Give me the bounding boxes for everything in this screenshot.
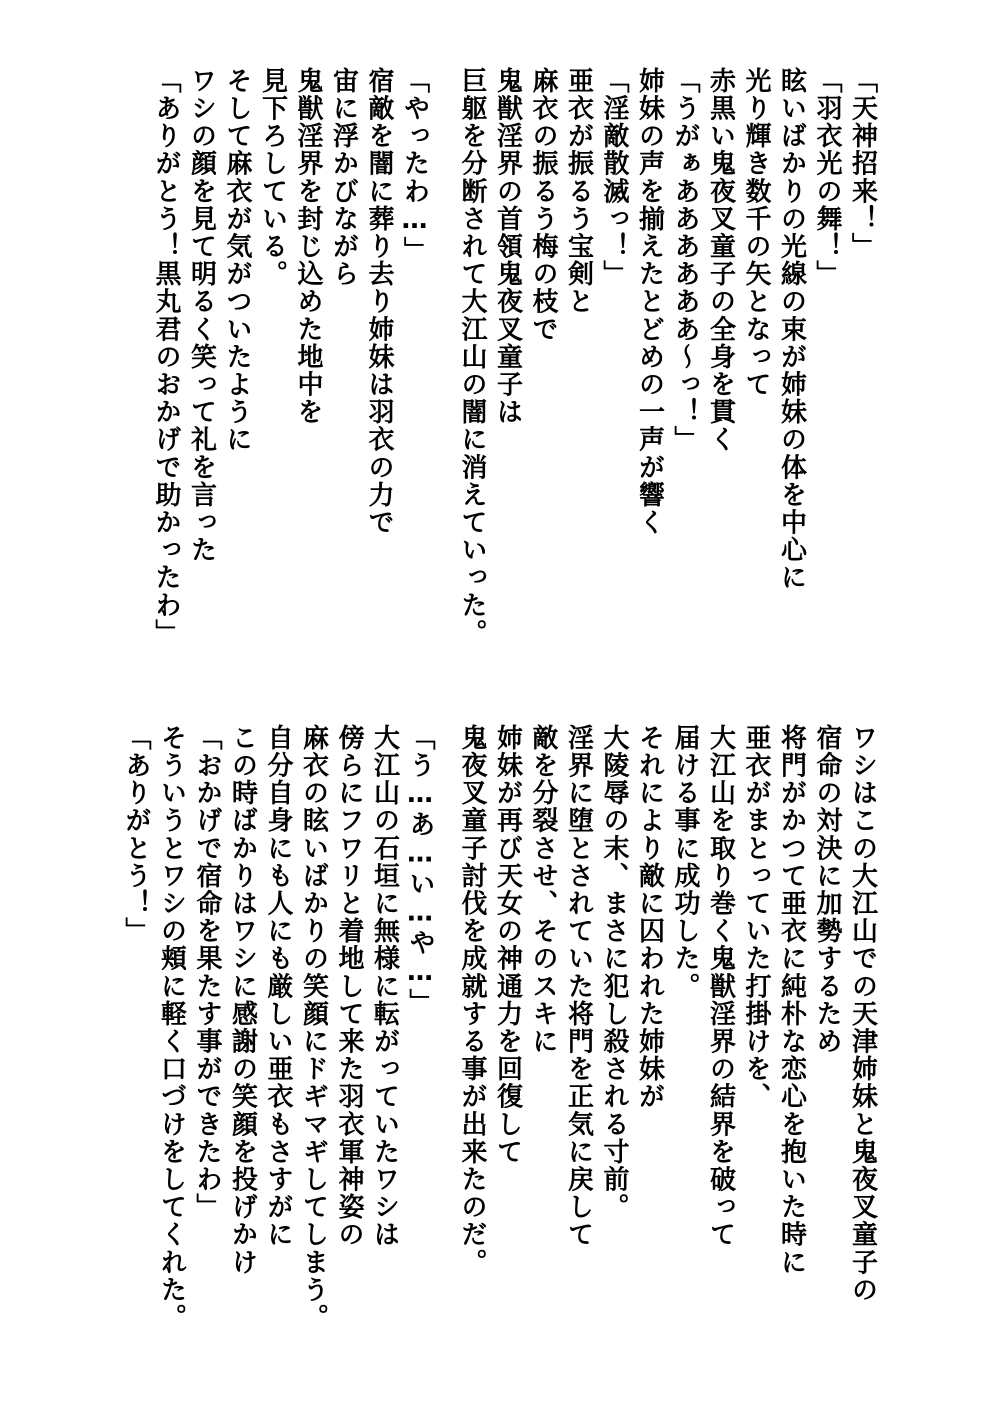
text-line: 亜衣が振るう宝剣と <box>563 67 594 316</box>
text-line: 自分自身にも人にも厳しい亜衣もさすがに <box>263 724 293 1249</box>
text-line: 「おかげで宿命を果たす事ができたわ」 <box>192 724 222 1221</box>
text-line: 将門がかつて亜衣に純朴な恋心を抱いた時に <box>776 724 807 1276</box>
text-line: 淫界に堕とされていた将門を正気に戻して <box>563 724 594 1249</box>
text-line: 鬼夜叉童子討伐を成就する事が出来たのだ。 <box>457 724 487 1276</box>
text-line: 姉妹が再び天女の神通力を回復して <box>492 724 523 1166</box>
text-line: 「天神招来！」 <box>847 67 878 261</box>
text-line: 鬼獣淫界の首領鬼夜叉童子は <box>492 67 523 426</box>
text-line: この時ばかりはワシに感謝の笑顔を投げかけ <box>227 724 258 1276</box>
bottom-left-column-block <box>123 724 433 1331</box>
text-line: 姉妹の声を揃えたとどめの一声が響く <box>634 67 665 537</box>
bottom-right-column-block <box>459 724 876 1304</box>
text-line: 「羽衣光の舞！」 <box>812 67 842 288</box>
text-line: 宿敵を闇に葬り去り姉妹は羽衣の力で <box>364 67 394 537</box>
text-line: 宙に浮かびながら <box>328 67 359 288</box>
text-line: 「うがぁああああああ〜っ！」 <box>670 67 700 454</box>
text-line: 巨躯を分断されて大江山の闇に消えていった。 <box>457 67 487 647</box>
text-line: 大江山を取り巻く鬼獣淫界の結界を破って <box>705 724 736 1249</box>
text-line: 眩いばかりの光線の束が姉妹の体を中心に <box>776 67 807 592</box>
text-line: そして麻衣が気がついたように <box>222 67 252 454</box>
text-line: 「やったわ…」 <box>399 67 430 265</box>
text-line: それにより敵に囚われた姉妹が <box>634 724 665 1111</box>
text-line: 敵を分裂させ、そのスキに <box>528 724 558 1056</box>
top-left-column-block <box>153 67 428 647</box>
text-line: 光り輝き数千の矢となって <box>741 67 771 399</box>
text-line: 「う…あ…い…や…」 <box>405 724 435 1016</box>
text-line: 麻衣の眩いばかりの笑顔にドギマギしてしまう。 <box>298 724 329 1332</box>
text-line: 見下ろしている。 <box>257 67 288 288</box>
text-line: 宿命の対決に加勢するため <box>812 724 842 1056</box>
text-line: 赤黒い鬼夜叉童子の全身を貫く <box>705 67 736 454</box>
text-line: 届ける事に成功した。 <box>670 724 700 1000</box>
text-line: 傍らにフワリと着地して来た羽衣軍神姿の <box>334 724 364 1249</box>
text-line: そういうとワシの頬に軽く口づけをしてくれた。 <box>156 724 187 1332</box>
text-line: 大陵辱の末、まさに犯し殺される寸前。 <box>599 724 629 1221</box>
text-line: 亜衣がまとっていた打掛けを、 <box>741 724 771 1111</box>
text-line: ワシはこの大江山での天津姉妹と鬼夜叉童子の <box>847 724 878 1304</box>
text-line: 「淫敵散滅っ！」 <box>599 67 629 288</box>
text-line: 「ありがとう！黒丸君のおかげで助かったわ」 <box>151 67 181 647</box>
text-line: 麻衣の振るう梅の枝で <box>528 67 558 343</box>
text-line: ワシの顔を見て明るく笑って礼を言った <box>186 67 217 564</box>
text-line: 「ありがとう！」 <box>121 724 151 945</box>
top-right-column-block <box>459 67 876 647</box>
text-line: 大江山の石垣に無様に転がっていたワシは <box>369 724 400 1249</box>
text-line: 鬼獣淫界を封じ込めた地中を <box>293 67 323 426</box>
